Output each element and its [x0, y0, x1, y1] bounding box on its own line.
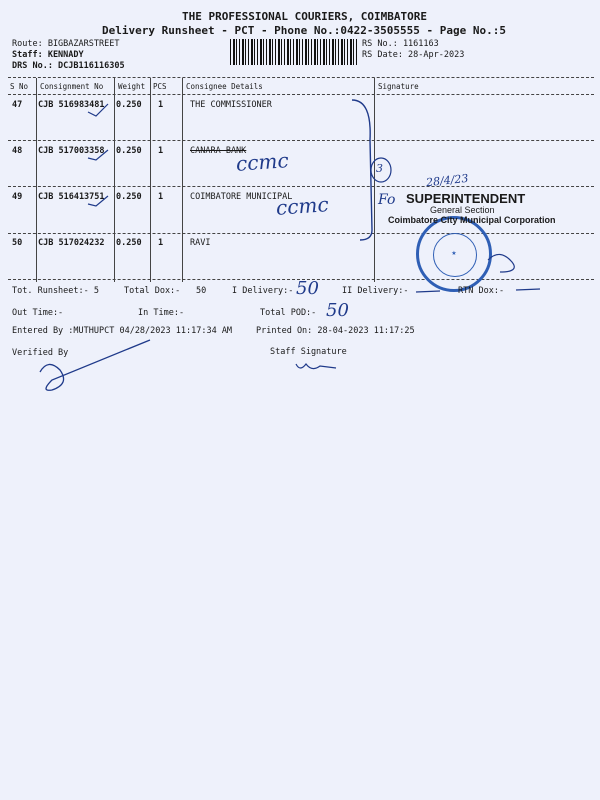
stamp-title: SUPERINTENDENT	[406, 191, 526, 206]
total-dox-value: 50	[196, 286, 207, 296]
drs-number: DRS No.: DCJB116116305	[12, 61, 125, 71]
stamp-section: General Section	[430, 205, 495, 215]
col-signature: Signature	[378, 82, 419, 91]
seal-emblem: ★	[451, 250, 457, 257]
handwritten-ccmc: ccmc	[235, 148, 290, 176]
in-time: In Time:-	[138, 308, 185, 318]
col-weight: Weight	[118, 82, 146, 91]
staff: Staff: KENNADY	[12, 50, 84, 60]
col-sno: S No	[10, 82, 29, 91]
col-consignment: Consignment No	[40, 82, 104, 91]
col-pcs: PCS	[153, 82, 167, 91]
rs-number: RS No.: 1161163	[362, 39, 439, 49]
handwritten-date: 28/4/23	[425, 171, 469, 190]
company-title: THE PROFESSIONAL COURIERS, COIMBATORE	[182, 10, 428, 23]
handwritten-fo: Fo	[378, 192, 396, 208]
out-time: Out Time:-	[12, 308, 64, 318]
entered-by: Entered By :MUTHUPCT 04/28/2023 11:17:34 AM	[12, 326, 233, 336]
rtn-dox-label: RTN Dox:-	[458, 286, 505, 296]
handwritten-number: 3	[376, 162, 383, 175]
i-delivery-label: I Delivery:-	[232, 286, 294, 296]
route: Route: BIGBAZARSTREET	[12, 39, 120, 49]
total-pod-handwritten: 50	[326, 300, 349, 321]
total-pod-label: Total POD:-	[260, 308, 317, 318]
tot-runsheet: Tot. Runsheet:- 5	[12, 286, 99, 296]
ii-delivery-label: II Delivery:-	[342, 286, 409, 296]
printed-on: Printed On: 28-04-2023 11:17:25	[256, 326, 415, 336]
stamp-organisation: Coimbatore City Municipal Corporation	[388, 215, 556, 225]
col-consignee: Consignee Details	[186, 82, 263, 91]
i-delivery-handwritten: 50	[296, 278, 319, 299]
rs-date: RS Date: 28-Apr-2023	[362, 50, 465, 60]
staff-signature: Staff Signature	[270, 347, 347, 357]
handwritten-ccmc: ccmc	[275, 192, 330, 220]
total-dox-label: Total Dox:-	[124, 286, 181, 296]
verified-by: Verified By	[12, 348, 69, 358]
runsheet-subtitle: Delivery Runsheet - PCT - Phone No.:0422-3505555 - Page No.:5	[102, 24, 506, 37]
